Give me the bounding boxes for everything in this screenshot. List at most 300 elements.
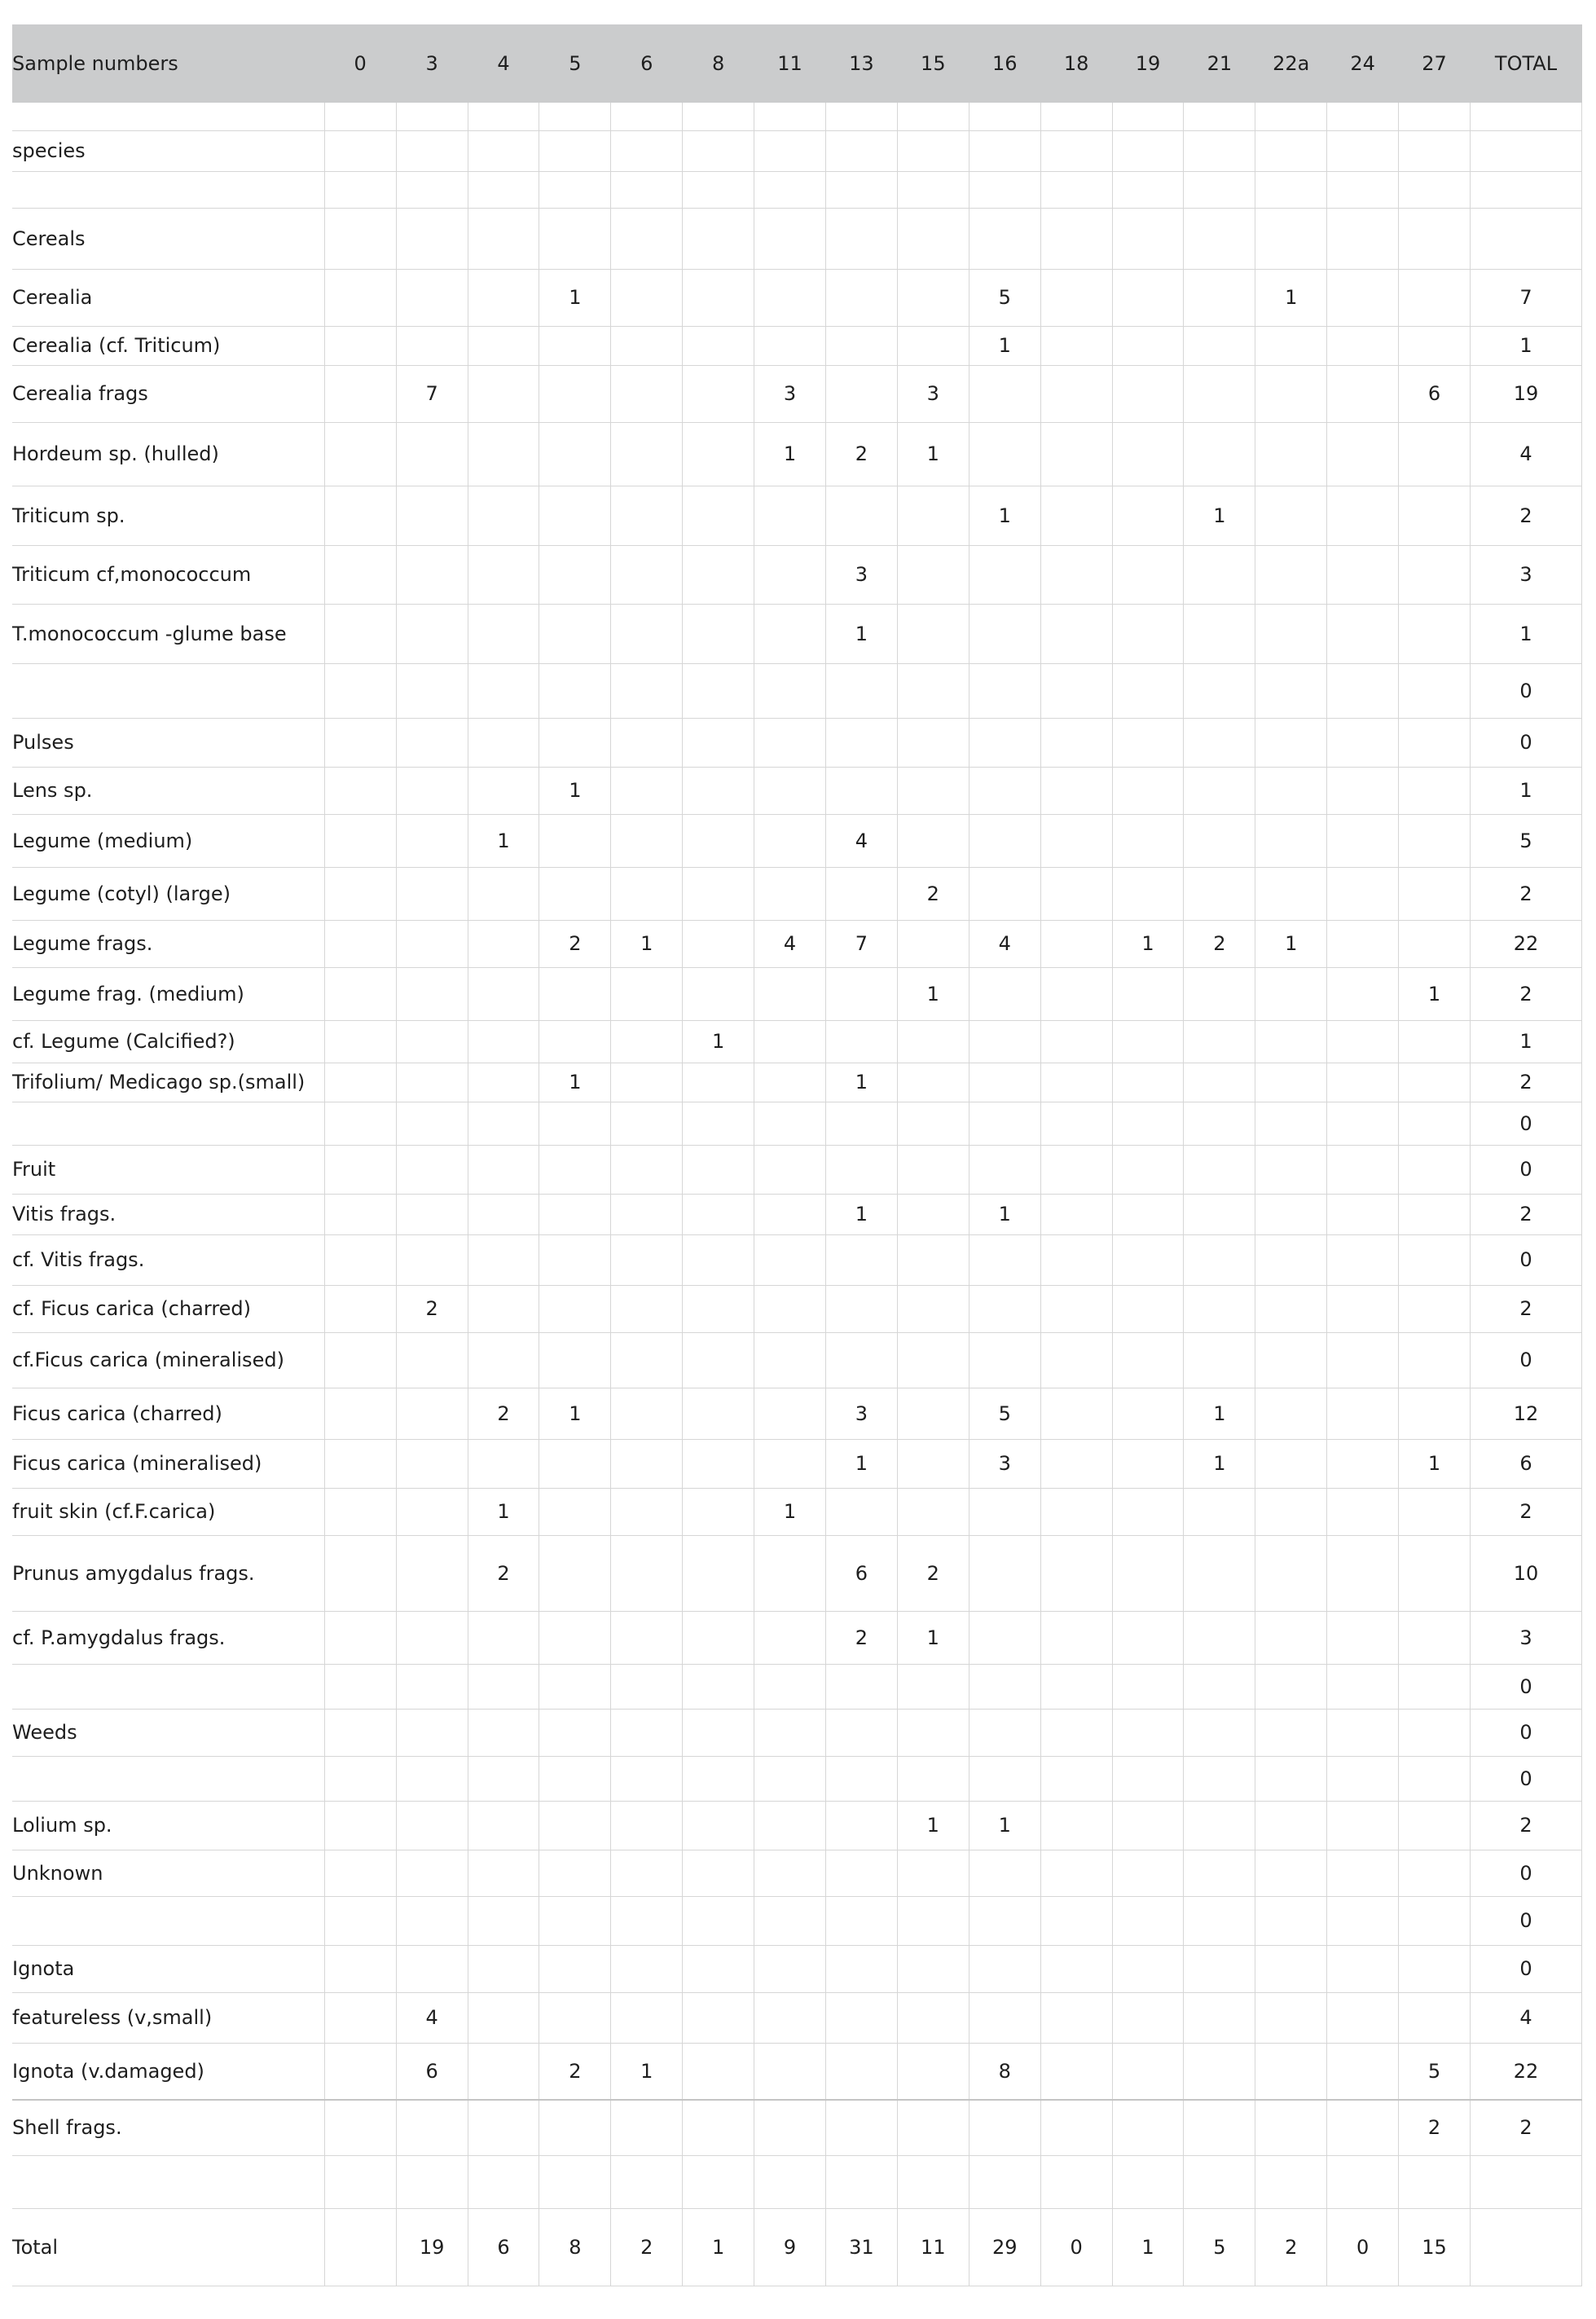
- cell-sample-15: [897, 545, 969, 604]
- cell-sample-24: [1327, 2043, 1399, 2100]
- cell-sample-15: [897, 718, 969, 767]
- cell-sample-11: [754, 604, 826, 663]
- cell-sample-5: [539, 1801, 611, 1850]
- table-row: [12, 1332, 1582, 1388]
- row-total: 2: [1471, 967, 1582, 1020]
- cell-sample-24: [1327, 326, 1399, 365]
- cell-sample-15: [897, 1709, 969, 1756]
- row-total: 10: [1471, 1535, 1582, 1611]
- cell-sample-4: [468, 1439, 539, 1488]
- cell-sample-22a: [1255, 103, 1327, 130]
- cell-sample-18: [1040, 1102, 1112, 1145]
- cell-sample-3: [396, 1945, 468, 1992]
- row-total: 3: [1471, 545, 1582, 604]
- cell-sample-21: [1184, 1020, 1255, 1063]
- table-row: [12, 1439, 1582, 1488]
- cell-sample-4: [468, 718, 539, 767]
- cell-sample-3: [396, 486, 468, 545]
- cell-sample-16: [969, 1756, 1040, 1801]
- cell-sample-18: [1040, 1145, 1112, 1194]
- row-label: Legume frags.: [12, 920, 324, 967]
- cell-sample-6: [611, 1488, 683, 1535]
- table-body: [12, 103, 1582, 2286]
- cell-sample-15: [897, 208, 969, 269]
- cell-sample-6: [611, 2100, 683, 2155]
- cell-sample-0: [324, 1709, 396, 1756]
- cell-sample-5: [539, 1945, 611, 1992]
- cell-sample-0: [324, 1611, 396, 1664]
- row-total: 2: [1471, 1488, 1582, 1535]
- row-total: [1471, 208, 1582, 269]
- header-sample-0: 0: [354, 52, 367, 75]
- cell-sample-13: [825, 1896, 897, 1945]
- cell-sample-16: 5: [969, 269, 1040, 326]
- cell-sample-6: [611, 1535, 683, 1611]
- cell-sample-16: 1: [969, 1194, 1040, 1234]
- cell-sample-21: [1184, 171, 1255, 208]
- cell-sample-24: [1327, 1945, 1399, 1992]
- cell-sample-8: [683, 1234, 754, 1285]
- cell-sample-8: [683, 1063, 754, 1102]
- table-row: [12, 1194, 1582, 1234]
- cell-sample-0: [324, 1488, 396, 1535]
- cell-sample-3: [396, 767, 468, 814]
- cell-sample-19: [1112, 545, 1184, 604]
- cell-sample-11: [754, 326, 826, 365]
- cell-sample-4: [468, 1063, 539, 1102]
- table-row: [12, 208, 1582, 269]
- cell-sample-8: [683, 718, 754, 767]
- cell-sample-6: [611, 1611, 683, 1664]
- row-total: 5: [1471, 814, 1582, 867]
- cell-sample-5: [539, 486, 611, 545]
- table-row: [12, 486, 1582, 545]
- cell-sample-3: [396, 422, 468, 486]
- row-label: [12, 103, 324, 130]
- cell-sample-27: 1: [1399, 1439, 1471, 1488]
- cell-sample-0: [324, 130, 396, 171]
- header-sample-15: 15: [921, 52, 946, 75]
- header-sample-18: 18: [1063, 52, 1089, 75]
- cell-sample-8: [683, 1285, 754, 1332]
- cell-sample-6: [611, 867, 683, 920]
- cell-sample-3: [396, 718, 468, 767]
- cell-sample-22a: [1255, 1285, 1327, 1332]
- row-total: 0: [1471, 1332, 1582, 1388]
- cell-sample-24: [1327, 920, 1399, 967]
- cell-sample-13: [825, 1756, 897, 1801]
- cell-sample-8: [683, 1896, 754, 1945]
- cell-sample-15: [897, 1102, 969, 1145]
- cell-sample-24: [1327, 1664, 1399, 1709]
- cell-sample-5: 2: [539, 920, 611, 967]
- header-sample-13: 13: [849, 52, 874, 75]
- cell-sample-5: [539, 1709, 611, 1756]
- cell-sample-13: 2: [825, 1611, 897, 1664]
- cell-sample-4: [468, 1194, 539, 1234]
- cell-sample-16: 1: [969, 326, 1040, 365]
- cell-sample-22a: [1255, 2100, 1327, 2155]
- cell-sample-18: [1040, 1611, 1112, 1664]
- cell-sample-24: [1327, 1535, 1399, 1611]
- cell-sample-16: [969, 1611, 1040, 1664]
- cell-sample-13: [825, 103, 897, 130]
- cell-sample-22a: [1255, 1102, 1327, 1145]
- table-row: [12, 1801, 1582, 1850]
- cell-sample-11: [754, 1063, 826, 1102]
- row-total: 2: [1471, 1285, 1582, 1332]
- cell-sample-22a: 2: [1255, 2208, 1327, 2286]
- row-total: 1: [1471, 767, 1582, 814]
- cell-sample-3: [396, 1063, 468, 1102]
- cell-sample-6: [611, 1709, 683, 1756]
- cell-sample-24: [1327, 1102, 1399, 1145]
- header-row: [12, 24, 1582, 103]
- cell-sample-0: [324, 1102, 396, 1145]
- cell-sample-16: 8: [969, 2043, 1040, 2100]
- cell-sample-18: [1040, 1388, 1112, 1439]
- cell-sample-5: [539, 1756, 611, 1801]
- cell-sample-11: [754, 1709, 826, 1756]
- cell-sample-5: [539, 718, 611, 767]
- cell-sample-0: [324, 1896, 396, 1945]
- cell-sample-13: [825, 1664, 897, 1709]
- cell-sample-4: [468, 867, 539, 920]
- cell-sample-11: [754, 103, 826, 130]
- cell-sample-21: [1184, 208, 1255, 269]
- cell-sample-21: [1184, 1801, 1255, 1850]
- cell-sample-13: [825, 1285, 897, 1332]
- cell-sample-24: [1327, 422, 1399, 486]
- cell-sample-13: [825, 1992, 897, 2043]
- cell-sample-16: [969, 1664, 1040, 1709]
- row-label: cf. Vitis frags.: [12, 1234, 324, 1285]
- cell-sample-16: [969, 1850, 1040, 1896]
- cell-sample-6: [611, 767, 683, 814]
- cell-sample-4: [468, 1145, 539, 1194]
- cell-sample-8: [683, 1102, 754, 1145]
- cell-sample-24: [1327, 208, 1399, 269]
- cell-sample-13: 3: [825, 1388, 897, 1439]
- cell-sample-24: [1327, 1488, 1399, 1535]
- cell-sample-11: 1: [754, 422, 826, 486]
- cell-sample-8: [683, 130, 754, 171]
- row-label: [12, 1756, 324, 1801]
- cell-sample-18: [1040, 2155, 1112, 2208]
- cell-sample-22a: [1255, 767, 1327, 814]
- cell-sample-5: [539, 422, 611, 486]
- cell-sample-22a: [1255, 326, 1327, 365]
- cell-sample-24: [1327, 545, 1399, 604]
- cell-sample-4: [468, 208, 539, 269]
- cell-sample-6: [611, 604, 683, 663]
- cell-sample-21: [1184, 867, 1255, 920]
- table-row: [12, 1709, 1582, 1756]
- cell-sample-15: [897, 1388, 969, 1439]
- cell-sample-13: 3: [825, 545, 897, 604]
- cell-sample-24: [1327, 1439, 1399, 1488]
- header-sample-6: 6: [640, 52, 653, 75]
- cell-sample-21: [1184, 103, 1255, 130]
- cell-sample-5: 1: [539, 1063, 611, 1102]
- cell-sample-8: [683, 1611, 754, 1664]
- cell-sample-18: [1040, 814, 1112, 867]
- cell-sample-6: [611, 1063, 683, 1102]
- cell-sample-11: [754, 545, 826, 604]
- cell-sample-0: [324, 2043, 396, 2100]
- cell-sample-11: [754, 2100, 826, 2155]
- row-total: 2: [1471, 486, 1582, 545]
- header-total: TOTAL: [1494, 52, 1558, 75]
- cell-sample-15: 1: [897, 967, 969, 1020]
- cell-sample-11: [754, 1194, 826, 1234]
- cell-sample-15: [897, 1332, 969, 1388]
- cell-sample-19: [1112, 269, 1184, 326]
- cell-sample-6: [611, 171, 683, 208]
- cell-sample-4: [468, 920, 539, 967]
- cell-sample-15: [897, 920, 969, 967]
- row-label: cf. Ficus carica (charred): [12, 1285, 324, 1332]
- table-row: [12, 1285, 1582, 1332]
- cell-sample-16: [969, 1992, 1040, 2043]
- cell-sample-15: 1: [897, 422, 969, 486]
- cell-sample-24: [1327, 1709, 1399, 1756]
- row-label: [12, 2155, 324, 2208]
- cell-sample-18: [1040, 1850, 1112, 1896]
- table-row: [12, 1488, 1582, 1535]
- cell-sample-11: [754, 1145, 826, 1194]
- table-row: [12, 1992, 1582, 2043]
- cell-sample-4: [468, 1896, 539, 1945]
- cell-sample-18: [1040, 1439, 1112, 1488]
- cell-sample-18: [1040, 1332, 1112, 1388]
- cell-sample-22a: [1255, 663, 1327, 718]
- cell-sample-8: [683, 545, 754, 604]
- row-total: 1: [1471, 604, 1582, 663]
- cell-sample-11: [754, 767, 826, 814]
- cell-sample-4: [468, 967, 539, 1020]
- cell-sample-27: [1399, 422, 1471, 486]
- cell-sample-22a: [1255, 2155, 1327, 2208]
- cell-sample-11: [754, 1285, 826, 1332]
- cell-sample-22a: [1255, 1756, 1327, 1801]
- cell-sample-24: [1327, 1145, 1399, 1194]
- cell-sample-8: [683, 1756, 754, 1801]
- cell-sample-16: [969, 2100, 1040, 2155]
- cell-sample-3: [396, 1535, 468, 1611]
- row-label: Triticum cf,monococcum: [12, 545, 324, 604]
- cell-sample-27: [1399, 486, 1471, 545]
- cell-sample-4: [468, 365, 539, 422]
- cell-sample-27: [1399, 326, 1471, 365]
- cell-sample-19: 1: [1112, 920, 1184, 967]
- cell-sample-22a: [1255, 130, 1327, 171]
- cell-sample-4: [468, 1332, 539, 1388]
- cell-sample-24: [1327, 1801, 1399, 1850]
- cell-sample-15: [897, 326, 969, 365]
- cell-sample-3: [396, 663, 468, 718]
- cell-sample-18: 0: [1040, 2208, 1112, 2286]
- cell-sample-21: [1184, 2155, 1255, 2208]
- cell-sample-8: [683, 269, 754, 326]
- cell-sample-16: [969, 663, 1040, 718]
- cell-sample-13: [825, 663, 897, 718]
- cell-sample-4: 6: [468, 2208, 539, 2286]
- cell-sample-21: [1184, 1611, 1255, 1664]
- cell-sample-16: [969, 1063, 1040, 1102]
- row-total: 22: [1471, 2043, 1582, 2100]
- row-total: [1471, 103, 1582, 130]
- row-total: 0: [1471, 1945, 1582, 1992]
- cell-sample-19: [1112, 130, 1184, 171]
- cell-sample-19: [1112, 365, 1184, 422]
- cell-sample-16: 1: [969, 1801, 1040, 1850]
- cell-sample-27: [1399, 1102, 1471, 1145]
- cell-sample-16: [969, 1332, 1040, 1388]
- cell-sample-3: [396, 1896, 468, 1945]
- cell-sample-13: 2: [825, 422, 897, 486]
- cell-sample-3: [396, 171, 468, 208]
- cell-sample-16: [969, 422, 1040, 486]
- cell-sample-19: 1: [1112, 2208, 1184, 2286]
- cell-sample-22a: [1255, 171, 1327, 208]
- cell-sample-5: [539, 171, 611, 208]
- cell-sample-21: [1184, 767, 1255, 814]
- row-total: [1471, 2155, 1582, 2208]
- cell-sample-3: [396, 967, 468, 1020]
- cell-sample-11: [754, 1332, 826, 1388]
- cell-sample-22a: [1255, 1945, 1327, 1992]
- cell-sample-3: [396, 1439, 468, 1488]
- cell-sample-13: [825, 2043, 897, 2100]
- cell-sample-27: [1399, 604, 1471, 663]
- cell-sample-4: [468, 2155, 539, 2208]
- cell-sample-6: [611, 1332, 683, 1388]
- row-label: Cereals: [12, 208, 324, 269]
- cell-sample-5: [539, 103, 611, 130]
- cell-sample-8: [683, 1801, 754, 1850]
- row-total: 0: [1471, 663, 1582, 718]
- cell-sample-27: 6: [1399, 365, 1471, 422]
- cell-sample-27: 2: [1399, 2100, 1471, 2155]
- cell-sample-24: [1327, 1020, 1399, 1063]
- cell-sample-24: [1327, 486, 1399, 545]
- cell-sample-18: [1040, 1194, 1112, 1234]
- cell-sample-24: [1327, 1992, 1399, 2043]
- cell-sample-3: [396, 1850, 468, 1896]
- cell-sample-11: [754, 2043, 826, 2100]
- cell-sample-5: [539, 1611, 611, 1664]
- row-total: 2: [1471, 2100, 1582, 2155]
- cell-sample-27: [1399, 867, 1471, 920]
- row-label: Legume frag. (medium): [12, 967, 324, 1020]
- cell-sample-19: [1112, 663, 1184, 718]
- cell-sample-16: [969, 130, 1040, 171]
- cell-sample-24: [1327, 171, 1399, 208]
- table-row: [12, 1896, 1582, 1945]
- row-total: 0: [1471, 1896, 1582, 1945]
- cell-sample-22a: [1255, 1611, 1327, 1664]
- cell-sample-15: [897, 2100, 969, 2155]
- header-sample-16: 16: [991, 52, 1018, 75]
- cell-sample-21: [1184, 1756, 1255, 1801]
- table-row: [12, 2208, 1582, 2286]
- cell-sample-15: [897, 1992, 969, 2043]
- cell-sample-19: [1112, 1709, 1184, 1756]
- cell-sample-27: [1399, 545, 1471, 604]
- cell-sample-15: [897, 103, 969, 130]
- cell-sample-8: [683, 2043, 754, 2100]
- cell-sample-5: [539, 1145, 611, 1194]
- table-row: [12, 967, 1582, 1020]
- row-label: [12, 663, 324, 718]
- cell-sample-16: [969, 1488, 1040, 1535]
- cell-sample-3: [396, 1611, 468, 1664]
- table-row: [12, 604, 1582, 663]
- cell-sample-19: [1112, 1611, 1184, 1664]
- cell-sample-19: [1112, 1756, 1184, 1801]
- table-row: [12, 1945, 1582, 1992]
- cell-sample-15: [897, 486, 969, 545]
- cell-sample-24: [1327, 103, 1399, 130]
- row-label: Pulses: [12, 718, 324, 767]
- cell-sample-11: [754, 208, 826, 269]
- cell-sample-21: [1184, 2043, 1255, 2100]
- cell-sample-22a: [1255, 486, 1327, 545]
- cell-sample-16: 4: [969, 920, 1040, 967]
- cell-sample-18: [1040, 663, 1112, 718]
- cell-sample-0: [324, 545, 396, 604]
- cell-sample-19: [1112, 867, 1184, 920]
- cell-sample-13: 1: [825, 1063, 897, 1102]
- cell-sample-6: [611, 545, 683, 604]
- cell-sample-21: [1184, 326, 1255, 365]
- row-label: Hordeum sp. (hulled): [12, 422, 324, 486]
- cell-sample-0: [324, 1439, 396, 1488]
- cell-sample-0: [324, 1801, 396, 1850]
- cell-sample-4: [468, 422, 539, 486]
- cell-sample-15: 2: [897, 1535, 969, 1611]
- cell-sample-15: [897, 1285, 969, 1332]
- cell-sample-0: [324, 1063, 396, 1102]
- cell-sample-3: 19: [396, 2208, 468, 2286]
- cell-sample-3: 6: [396, 2043, 468, 2100]
- cell-sample-0: [324, 1992, 396, 2043]
- row-label: Unknown: [12, 1850, 324, 1896]
- cell-sample-11: [754, 814, 826, 867]
- cell-sample-0: [324, 2100, 396, 2155]
- cell-sample-13: [825, 326, 897, 365]
- row-label: [12, 1896, 324, 1945]
- cell-sample-6: 2: [611, 2208, 683, 2286]
- table-row: [12, 1145, 1582, 1194]
- cell-sample-24: [1327, 269, 1399, 326]
- cell-sample-27: [1399, 269, 1471, 326]
- cell-sample-21: [1184, 814, 1255, 867]
- cell-sample-0: [324, 1388, 396, 1439]
- cell-sample-24: [1327, 1332, 1399, 1388]
- row-total: 7: [1471, 269, 1582, 326]
- cell-sample-3: [396, 1388, 468, 1439]
- cell-sample-15: [897, 767, 969, 814]
- cell-sample-15: [897, 1194, 969, 1234]
- row-label: Fruit: [12, 1145, 324, 1194]
- sample-table: [12, 24, 1582, 2286]
- cell-sample-13: 31: [825, 2208, 897, 2286]
- cell-sample-3: [396, 1332, 468, 1388]
- table-row: [12, 545, 1582, 604]
- cell-sample-3: [396, 2155, 468, 2208]
